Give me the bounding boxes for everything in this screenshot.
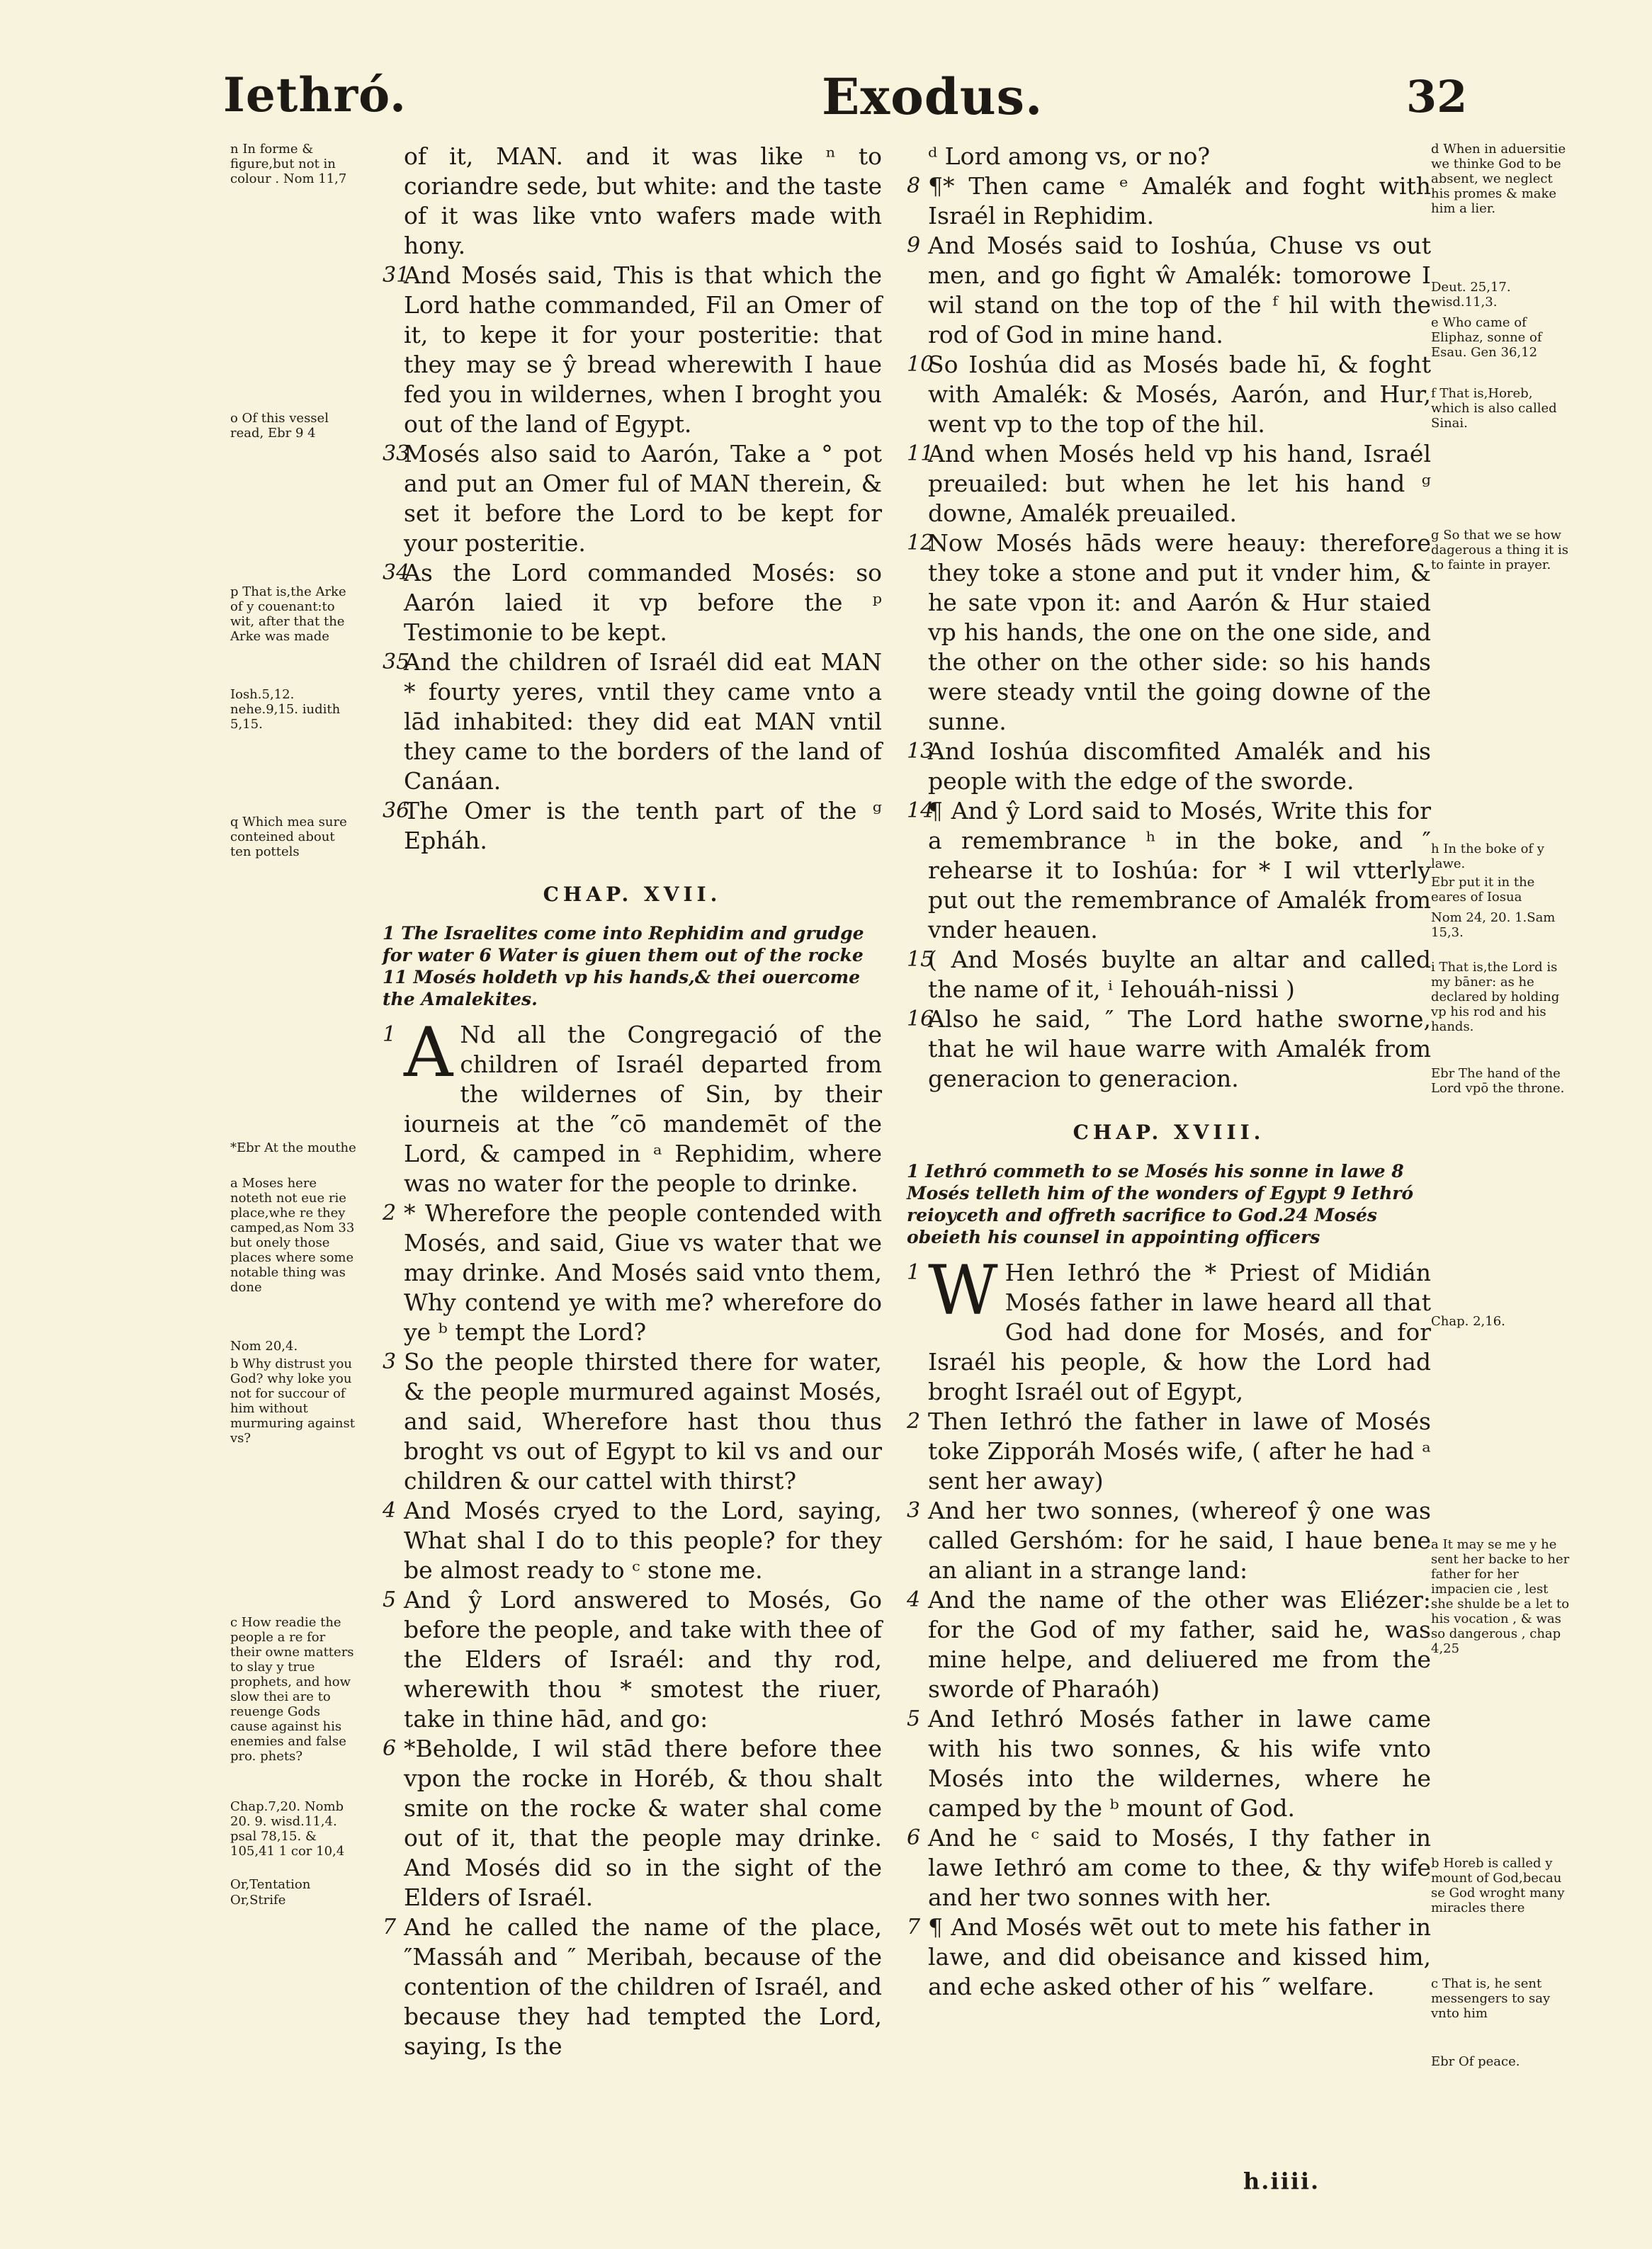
margin-note: Chap. 2,16. xyxy=(1431,1314,1505,1329)
text-column-right xyxy=(907,142,1431,2002)
verse: 16 Also he said, ″ The Lord hathe sworne, that he wil haue warre with Amalék from generacion to generacion. xyxy=(907,1005,1431,1092)
verse: 2 Then Iethró the father in lawe of Mosés toke Zipporáh Mosés wife, ( after he had ᵃ sent her away) xyxy=(907,1407,1431,1495)
verse: 9 And Mosés said to Ioshúa, Chuse vs out men, and go fight ŵ Amalék: tomorowe I wil stand on the top of the ᶠ hil with the rod of God in mine hand. xyxy=(907,232,1431,349)
verse: 11 And when Mosés held vp his hand, Israél preuailed: but when he let his hand ᵍ downe, Amalék preuailed. xyxy=(907,440,1431,527)
verse: 3 So the people thirsted there for water, & the people murmured against Mosés, and said, Wherefore hast thou thus broght vs out of Egypt to kil vs and our children & our cattel with thirst? xyxy=(383,1348,882,1495)
margin-note: Nom 24, 20. 1.Sam 15,3. xyxy=(1431,910,1556,940)
verse: 31 And Mosés said, This is that which the Lord hathe commanded, Fil an Omer of it, to kepe it for your posteritie: that they may se ŷ bread wherewith I haue fed you in wildernes, when I broght you out of the land of Egypt. xyxy=(383,261,882,438)
verse: 8 ¶* Then came ᵉ Amalék and foght with Israél in Rephidim. xyxy=(907,172,1431,230)
signature-mark: h.iiii. xyxy=(1243,2168,1320,2194)
chapter-summary: 1 The Israelites come into Rephidim and grudge for water 6 Water is giuen them out of the rocke 11 Mosés holdeth vp his hands,& thei ouercome the Amalekites. xyxy=(383,923,864,1009)
margin-note: Iosh.5,12. nehe.9,15. iudith 5,15. xyxy=(230,687,341,732)
margin-note: Chap.7,20. Nomb 20. 9. wisd.11,4. psal 78,15. & 105,41 1 cor 10,4 xyxy=(230,1799,345,1859)
margin-note: b Horeb is called y mount of God,becau se God wroght many miracles there xyxy=(1431,1856,1565,1915)
margin-note: q Which mea sure conteined about ten pottels xyxy=(230,815,347,859)
header-book-title: Exodus. xyxy=(822,67,1043,126)
margin-note: Or,Tentation xyxy=(230,1877,311,1892)
verse: 35 And the children of Israél did eat MAN * fourty yeres, vntil they came vnto a lād inhabited: they did eat MAN vntil they came to the borders of the land of Canáan. xyxy=(383,648,882,795)
margin-note: i That is,the Lord is my bāner: as he declared by holding vp his rod and his hands. xyxy=(1431,960,1560,1034)
drop-cap: A xyxy=(404,1013,453,1092)
verse: 7 ¶ And Mosés wēt out to mete his father in lawe, and did obeisance and kissed him, and eche asked other of his ″ welfare. xyxy=(907,1913,1431,2000)
right-margin-notes xyxy=(1431,142,1573,2125)
verse: 15 ( And Mosés buylte an altar and called the name of it, ⁱ Iehouáh-nissi ) xyxy=(907,946,1431,1003)
verse: 4 And Mosés cryed to the Lord, saying, What shal I do to this people? for they be almost ready to ᶜ stone me. xyxy=(383,1497,882,1584)
margin-note: p That is,the Arke of y couenant:to wit, after that the Arke was made xyxy=(230,584,346,644)
verse: 12 Now Mosés hāds were heauy: therefore they toke a stone and put it vnder him, & he sate vpon it: and Aarón & Hur staied vp his hands, the one on the one side, and the other on the other side: so his hands were steady vntil the going downe of the sunne. xyxy=(907,529,1431,735)
verse: 36 The Omer is the tenth part of the ᵍ Epháh. xyxy=(383,797,882,854)
margin-note: Or,Strife xyxy=(230,1893,286,1908)
chapter-heading: CHAP. XVII. xyxy=(543,883,722,906)
margin-note: Ebr put it in the eares of Iosua xyxy=(1431,875,1535,905)
drop-cap: W xyxy=(928,1251,998,1330)
verse: 7 And he called the name of the place, ″Massáh and ″ Meribah, because of the contention of the children of Israél, and because they had tempted the Lord, saying, Is the xyxy=(383,1913,882,2060)
verse: 1 W Hen Iethró the * Priest of Midián Mosés father in lawe heard all that God had done for Mosés, and for Israél his people, & how the Lord had broght Israél out of Egypt, xyxy=(907,1251,1431,1405)
margin-note: a It may se me y he sent her backe to her father for her impacien cie , lest she shulde be a let to his vocation , & was so dangerous , chap 4,25 xyxy=(1431,1537,1570,1656)
margin-note: c That is, he sent messengers to say vnto him xyxy=(1431,1976,1551,2021)
chapter-heading: CHAP. XVIII. xyxy=(1073,1121,1265,1144)
margin-note: o Of this vessel read, Ebr 9 4 xyxy=(230,411,329,441)
margin-note: *Ebr At the mouthe xyxy=(230,1140,356,1155)
verse: 3 And her two sonnes, (whereof ŷ one was called Gershóm: for he said, I haue bene an aliant in a strange land: xyxy=(907,1497,1431,1584)
verse: ᵈ Lord among vs, or no? xyxy=(928,142,1211,170)
verse: 33 Mosés also said to Aarón, Take a ° pot and put an Omer ful of MAN therein, & set it before the Lord to be kept for your posteritie. xyxy=(383,440,882,557)
margin-note: n In forme & figure,but not in colour . Nom 11,7 xyxy=(230,142,347,186)
verse: 14 ¶ And ŷ Lord said to Mosés, Write this for a remembrance ʰ in the boke, and ″ rehearse it to Ioshúa: for * I wil vtterly put out the remembrance of Amalék from vnder heauen. xyxy=(907,797,1431,944)
margin-note: b Why distrust you God? why loke you not for succour of him without murmuring against vs? xyxy=(230,1356,355,1446)
running-header xyxy=(0,67,1652,145)
verse: 34 As the Lord commanded Mosés: so Aarón laied it vp before the ᵖ Testimonie to be kept. xyxy=(383,559,882,646)
verse: 13 And Ioshúa discomfited Amalék and his people with the edge of the sworde. xyxy=(907,737,1431,795)
chapter-summary: 1 Iethró commeth to se Mosés his sonne in lawe 8 Mosés telleth him of the wonders of Egypt 9 Iethró reioyceth and offreth sacrifice to God.24 Mosés obeieth his counsel in appointing officers xyxy=(907,1161,1414,1247)
verse: 5 And ŷ Lord answered to Mosés, Go before the people, and take with thee of the Elders of Israél: and thy rod, wherewith thou * smotest the riuer, take in thine hād, and go: xyxy=(383,1586,882,1733)
verse: 2 * Wherefore the people contended with Mosés, and said, Giue vs water that we may drinke. And Mosés said vnto them, Why contend ye with me? wherefore do ye ᵇ tempt the Lord? xyxy=(383,1199,882,1346)
margin-note: g So that we se how dagerous a thing it is to fainte in prayer. xyxy=(1431,528,1569,572)
verse: 1 A Nd all the Congregació of the children of Israél departed from the wildernes of Sin, by their iourneis at the ″cō mandemēt of the Lord, & camped in ᵃ Rephidim, where was no water for the people to drinke. xyxy=(383,1013,882,1197)
verse: 5 And Iethró Mosés father in lawe came with his two sonnes, & his wife vnto Mosés into the wildernes, where he camped by the ᵇ mount of God. xyxy=(907,1705,1431,1822)
verse: 10 So Ioshúa did as Mosés bade hī, & foght with Amalék: & Mosés, Aarón, and Hur, went vp to the top of the hil. xyxy=(907,351,1431,438)
header-left: Iethró. xyxy=(223,67,407,123)
margin-note: f That is,Horeb, which is also called Sinai. xyxy=(1431,386,1557,431)
margin-note: c How readie the people a re for their owne matters to slay y true prophets, and how slow thei are to reuenge Gods cause against his enemies and false pro. phets? xyxy=(230,1615,354,1764)
verse: of it, MAN. and it was like ⁿ to coriandre sede, but white: and the taste of it was like vnto wafers made with hony. xyxy=(404,142,882,259)
margin-note: Deut. 25,17. wisd.11,3. xyxy=(1431,280,1511,310)
verse: 4 And the name of the other was Eliézer: for the God of my father, said he, was mine helpe, and deliuered me from the sworde of Pharaóh) xyxy=(907,1586,1431,1703)
margin-note: e Who came of Eliphaz, sonne of Esau. Gen 36,12 xyxy=(1431,315,1542,360)
text-column-left xyxy=(383,142,882,2061)
header-folio-number: 32 xyxy=(1406,71,1468,123)
verse: 6 *Beholde, I wil stād there before thee vpon the rocke in Horéb, & thou shalt smite on the rocke & water shal come out of it, that the people may drinke. And Mosés did so in the sight of the Elders of Israél. xyxy=(383,1735,882,1911)
margin-note: Ebr The hand of the Lord vpō the throne. xyxy=(1431,1066,1565,1096)
left-margin-notes xyxy=(230,142,358,2125)
margin-note: Nom 20,4. xyxy=(230,1339,298,1354)
margin-note: Ebr Of peace. xyxy=(1431,2054,1520,2069)
margin-note: d When in aduersitie we thinke God to be absent, we neglect his promes & make him a lier. xyxy=(1431,142,1566,216)
verse: 6 And he ᶜ said to Mosés, I thy father in lawe Iethró am come to thee, & thy wife and her two sonnes with her. xyxy=(907,1824,1431,1911)
margin-note: a Moses here noteth not eue rie place,whe re they camped,as Nom 33 but onely those places where some notable thing was done xyxy=(230,1176,355,1295)
margin-note: h In the boke of y lawe. xyxy=(1431,842,1544,871)
